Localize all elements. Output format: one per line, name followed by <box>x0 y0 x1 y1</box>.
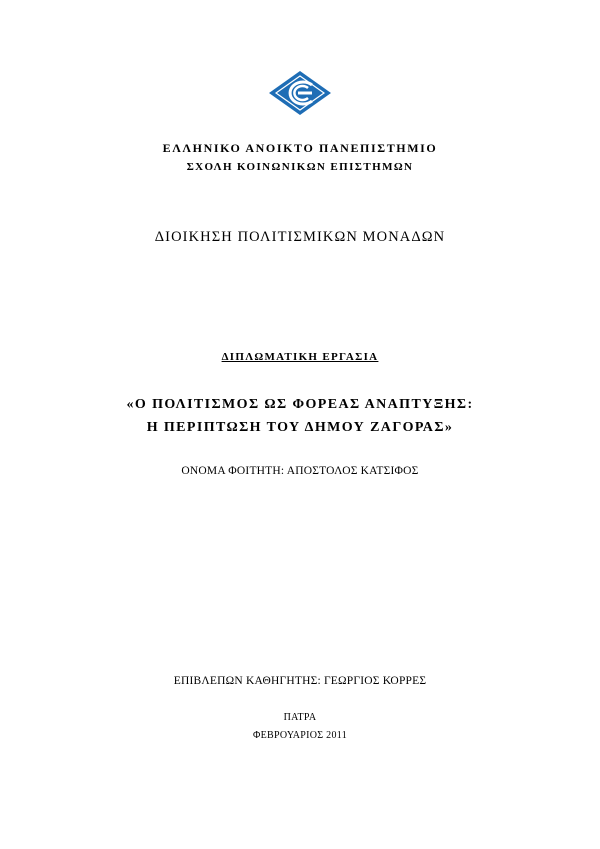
thesis-title-line-1: «Ο ΠΟΛΙΤΙΣΜΟΣ ΩΣ ΦΟΡΕΑΣ ΑΝΑΠΤΥΞΗΣ: <box>126 397 474 412</box>
university-name: ΕΛΛΗΝΙΚΟ ΑΝΟΙΚΤΟ ΠΑΝΕΠΙΣΤΗΜΙΟ <box>162 141 438 155</box>
thesis-type-label: ΔΙΠΛΩΜΑΤΙΚΗ ΕΡΓΑΣΙΑ <box>221 351 379 363</box>
university-logo-icon <box>268 70 332 116</box>
thesis-type <box>0 352 600 363</box>
date: ΦΕΒΡΟΥΑΡΙΟΣ 2011 <box>252 730 348 741</box>
supervisor-name: ΕΠΙΒΛΕΠΩΝ ΚΑΘΗΓΗΤΗΣ: ΓΕΩΡΓΙΟΣ ΚΟΡΡΕΣ <box>173 675 427 687</box>
program-name: ΔΙΟΙΚΗΣΗ ΠΟΛΙΤΙΣΜΙΚΩΝ ΜΟΝΑΔΩΝ <box>154 229 446 245</box>
school-name: ΣΧΟΛΗ ΚΟΙΝΩΝΙΚΩΝ ΕΠΙΣΤΗΜΩΝ <box>186 161 414 173</box>
thesis-title-line-2: Η ΠΕΡΙΠΤΩΣΗ ΤΟΥ ΔΗΜΟΥ ΖΑΓΟΡΑΣ» <box>146 420 454 435</box>
logo-bar <box>298 92 312 95</box>
city: ΠΑΤΡΑ <box>283 712 317 723</box>
student-name: ΟΝΟΜΑ ΦΟΙΤΗΤΗ: ΑΠΟΣΤΟΛΟΣ ΚΑΤΣΙΦΟΣ <box>181 465 419 477</box>
